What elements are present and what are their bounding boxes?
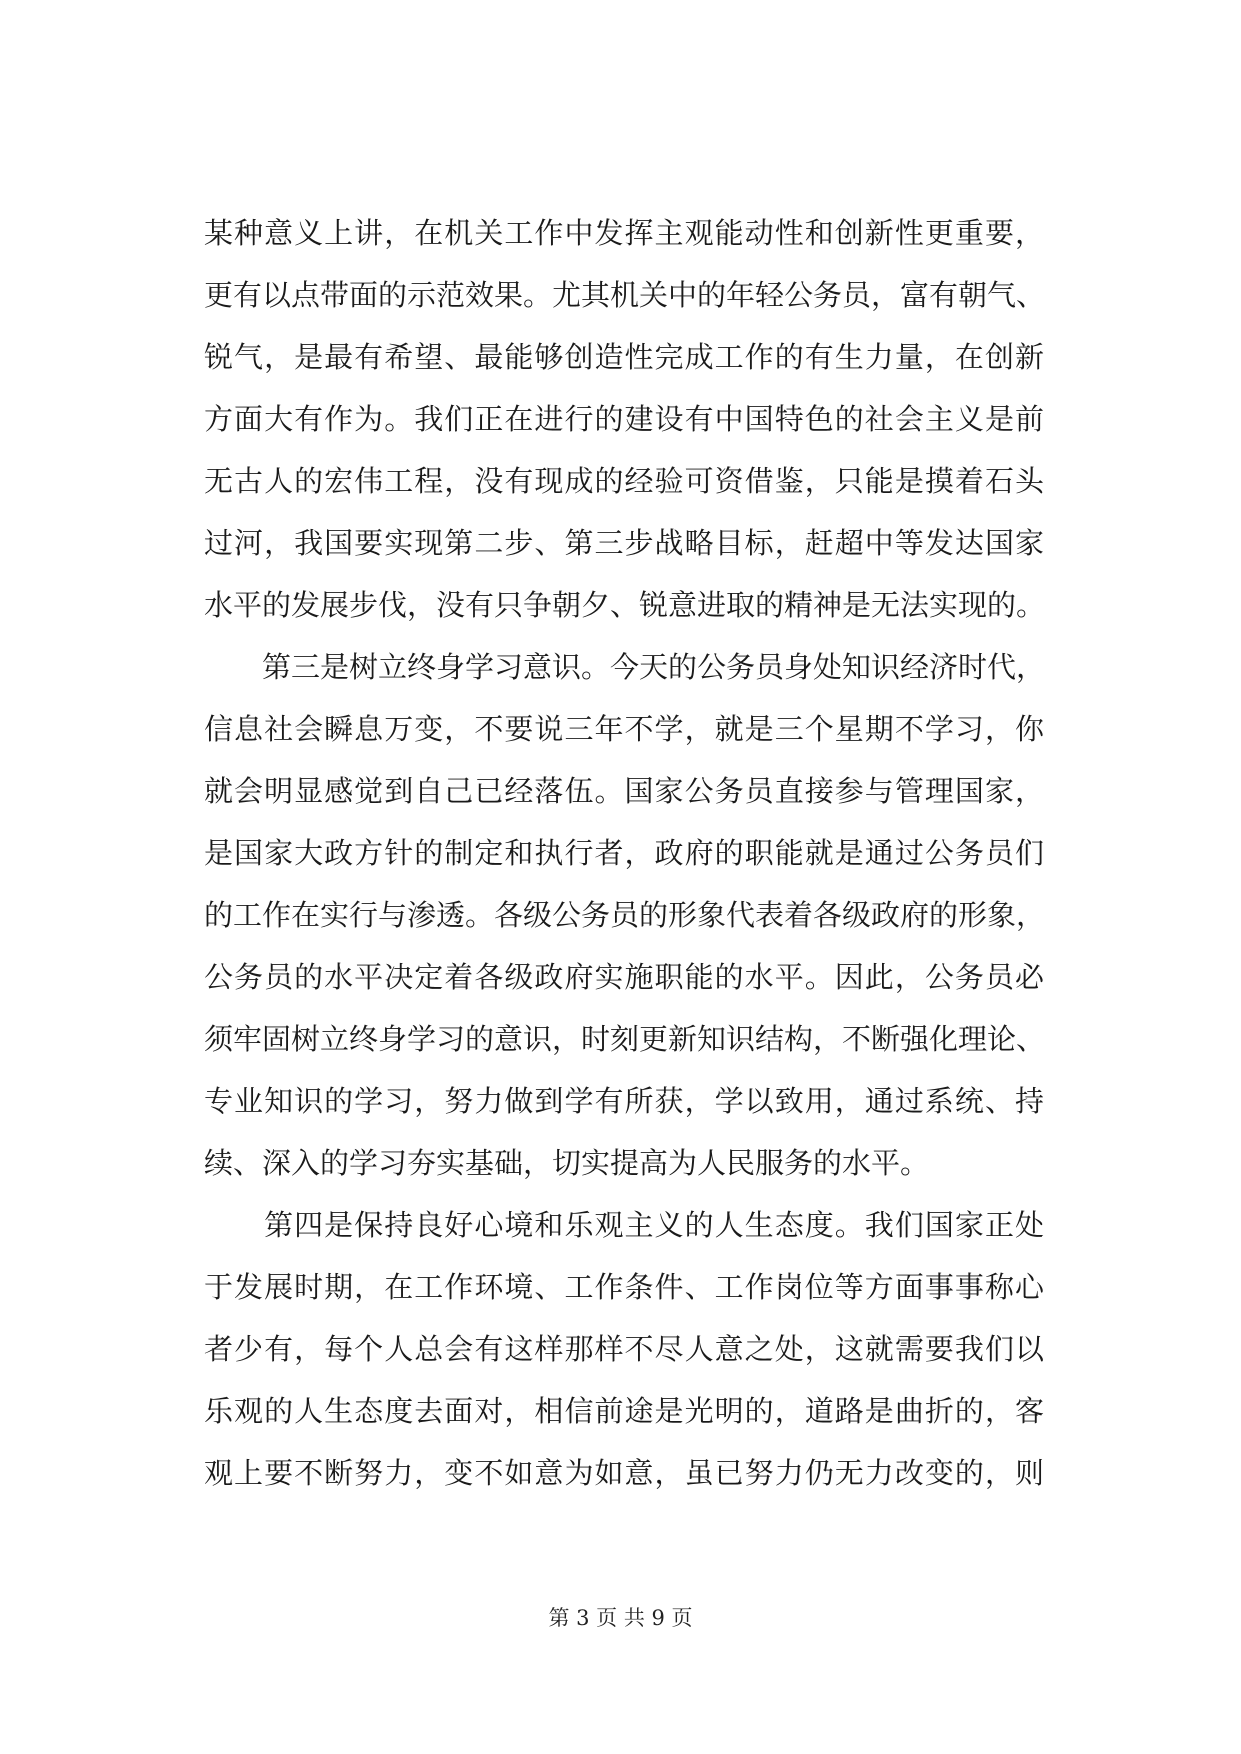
text-line: 观上要不断努力，变不如意为如意，虽已努力仍无力改变的，则 (204, 1456, 1044, 1490)
text-line: 水平的发展步伐，没有只争朝夕、锐意进取的精神是无法实现的。 (204, 588, 1046, 622)
text-line: 信息社会瞬息万变，不要说三年不学，就是三个星期不学习，你 (204, 712, 1044, 746)
text-line: 就会明显感觉到自己已经落伍。国家公务员直接参与管理国家， (204, 774, 1044, 808)
page-footer (0, 1603, 1241, 1633)
text-line: 无古人的宏伟工程，没有现成的经验可资借鉴，只能是摸着石头 (204, 464, 1044, 498)
text-line: 更有以点带面的示范效果。尤其机关中的年轻公务员，富有朝气、 (204, 278, 1046, 312)
paragraph-end-line: 续、深入的学习夯实基础，切实提高为人民服务的水平。 (204, 1146, 930, 1180)
text-line: 专业知识的学习，努力做到学有所获，学以致用，通过系统、持 (204, 1084, 1044, 1118)
page-number: 第 3 页 共 9 页 (548, 1606, 693, 1630)
text-line: 乐观的人生态度去面对，相信前途是光明的，道路是曲折的，客 (204, 1394, 1044, 1428)
text-line: 的工作在实行与渗透。各级公务员的形象代表着各级政府的形象， (204, 898, 1046, 932)
text-line: 公务员的水平决定着各级政府实施职能的水平。因此，公务员必 (204, 960, 1044, 994)
paragraph-start-line: 第四是保持良好心境和乐观主义的人生态度。我们国家正处 (204, 1208, 1044, 1242)
paragraph-start-line: 第三是树立终身学习意识。今天的公务员身处知识经济时代， (204, 650, 1046, 684)
text-line: 过河，我国要实现第二步、第三步战略目标，赶超中等发达国家 (204, 526, 1044, 560)
text-line: 方面大有作为。我们正在进行的建设有中国特色的社会主义是前 (204, 402, 1044, 436)
text-line: 某种意义上讲，在机关工作中发挥主观能动性和创新性更重要， (204, 216, 1044, 250)
text-line: 须牢固树立终身学习的意识，时刻更新知识结构，不断强化理论、 (204, 1022, 1046, 1056)
text-line: 于发展时期，在工作环境、工作条件、工作岗位等方面事事称心 (204, 1270, 1044, 1304)
text-line: 是国家大政方针的制定和执行者，政府的职能就是通过公务员们 (204, 836, 1044, 870)
text-line: 锐气，是最有希望、最能够创造性完成工作的有生力量，在创新 (204, 340, 1044, 374)
text-line: 者少有，每个人总会有这样那样不尽人意之处，这就需要我们以 (204, 1332, 1044, 1366)
body-text (204, 202, 1044, 1504)
